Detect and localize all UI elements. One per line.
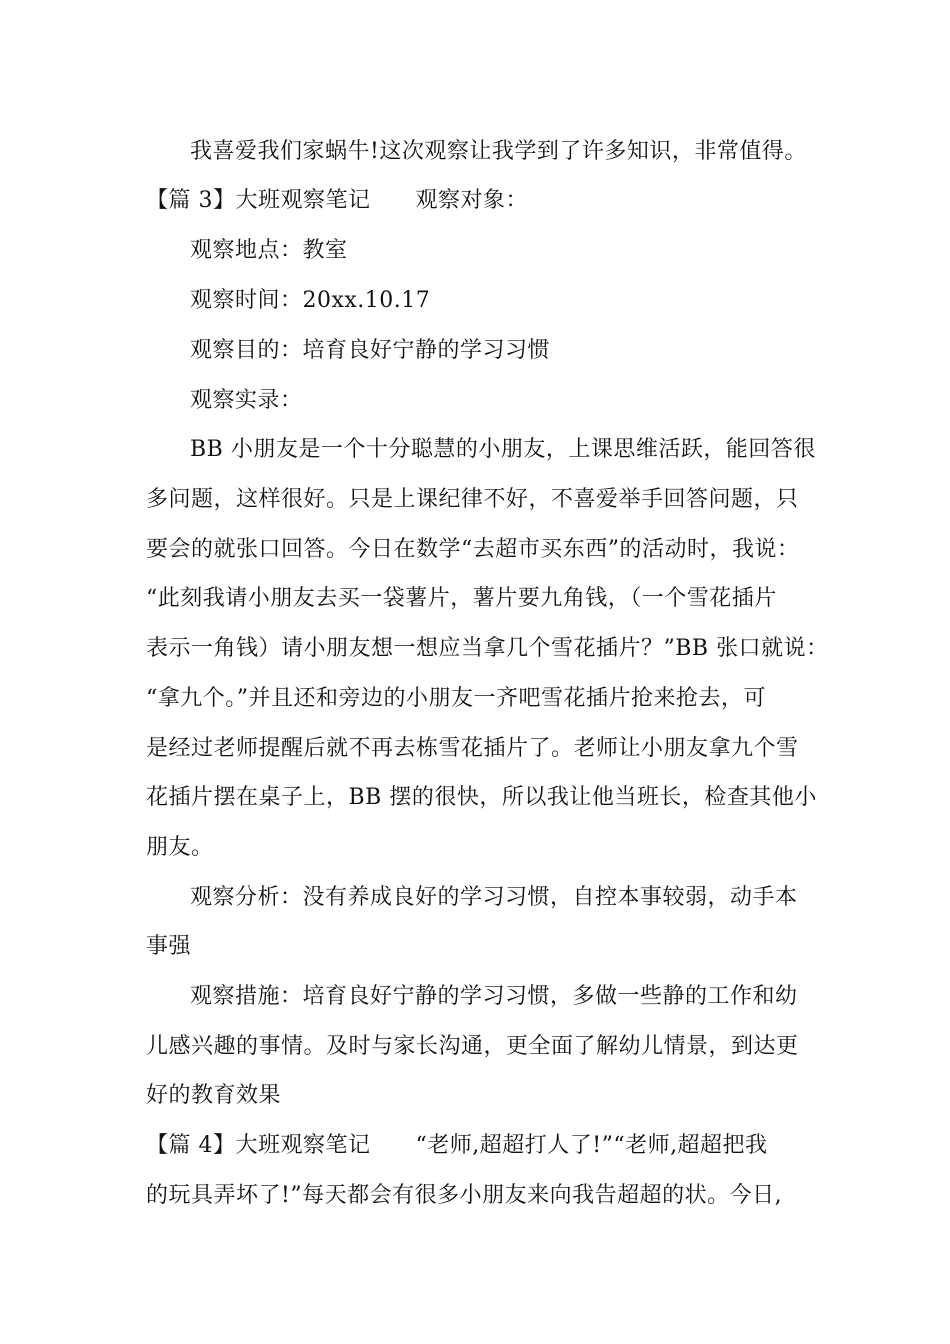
text-line-15: 朋友。 [146,835,214,860]
text-line-7: BB 小朋友是一个十分聪慧的小朋友，上课思维活跃，能回答很 [190,437,816,462]
text-line-8: 多问题，这样很好。只是上课纪律不好，不喜爱举手回答问题，只 [146,487,799,512]
text-line-11: 表示一角钱）请小朋友想一想应当拿几个雪花插片？”BB 张口就说： [146,636,829,661]
text-line-17: 事强 [146,934,192,959]
text-line-4: 观察时间：20xx.10.17 [190,288,431,313]
section-heading-4: 【篇 4】大班观察笔记 “老师,超超打人了!”“老师,超超把我 [146,1133,768,1158]
text-line-12: “拿九个。”并且还和旁边的小朋友一齐吧雪花插片抢来抢去，可 [146,686,766,711]
text-line-3: 观察地点：教室 [190,238,348,263]
text-line-19: 儿感兴趣的事情。及时与家长沟通，更全面了解幼儿情景，到达更 [146,1034,799,1059]
text-line-16: 观察分析：没有养成良好的学习习惯，自控本事较弱，动手本 [190,885,798,910]
text-line-1: 我喜爱我们家蜗牛!这次观察让我学到了许多知识，非常值得。 [190,139,807,164]
section-heading-3: 【篇 3】大班观察笔记 观察对象： [146,188,528,213]
text-line-9: 要会的就张口回答。今日在数学“去超市买东西”的活动时，我说： [146,537,800,562]
text-line-14: 花插片摆在桌子上，BB 摆的很快，所以我让他当班长，检查其他小 [146,785,817,810]
text-line-20: 好的教育效果 [146,1083,282,1108]
text-line-18: 观察措施：培育良好宁静的学习习惯，多做一些静的工作和幼 [190,984,798,1009]
text-line-6: 观察实录： [190,388,303,413]
text-line-5: 观察目的：培育良好宁静的学习习惯 [190,338,551,363]
text-line-22: 的玩具弄坏了!”每天都会有很多小朋友来向我告超超的状。今日, [146,1183,783,1208]
text-line-10: “此刻我请小朋友去买一袋薯片，薯片要九角钱，（一个雪花插片 [146,586,777,611]
text-line-13: 是经过老师提醒后就不再去栋雪花插片了。老师让小朋友拿九个雪 [146,736,799,761]
